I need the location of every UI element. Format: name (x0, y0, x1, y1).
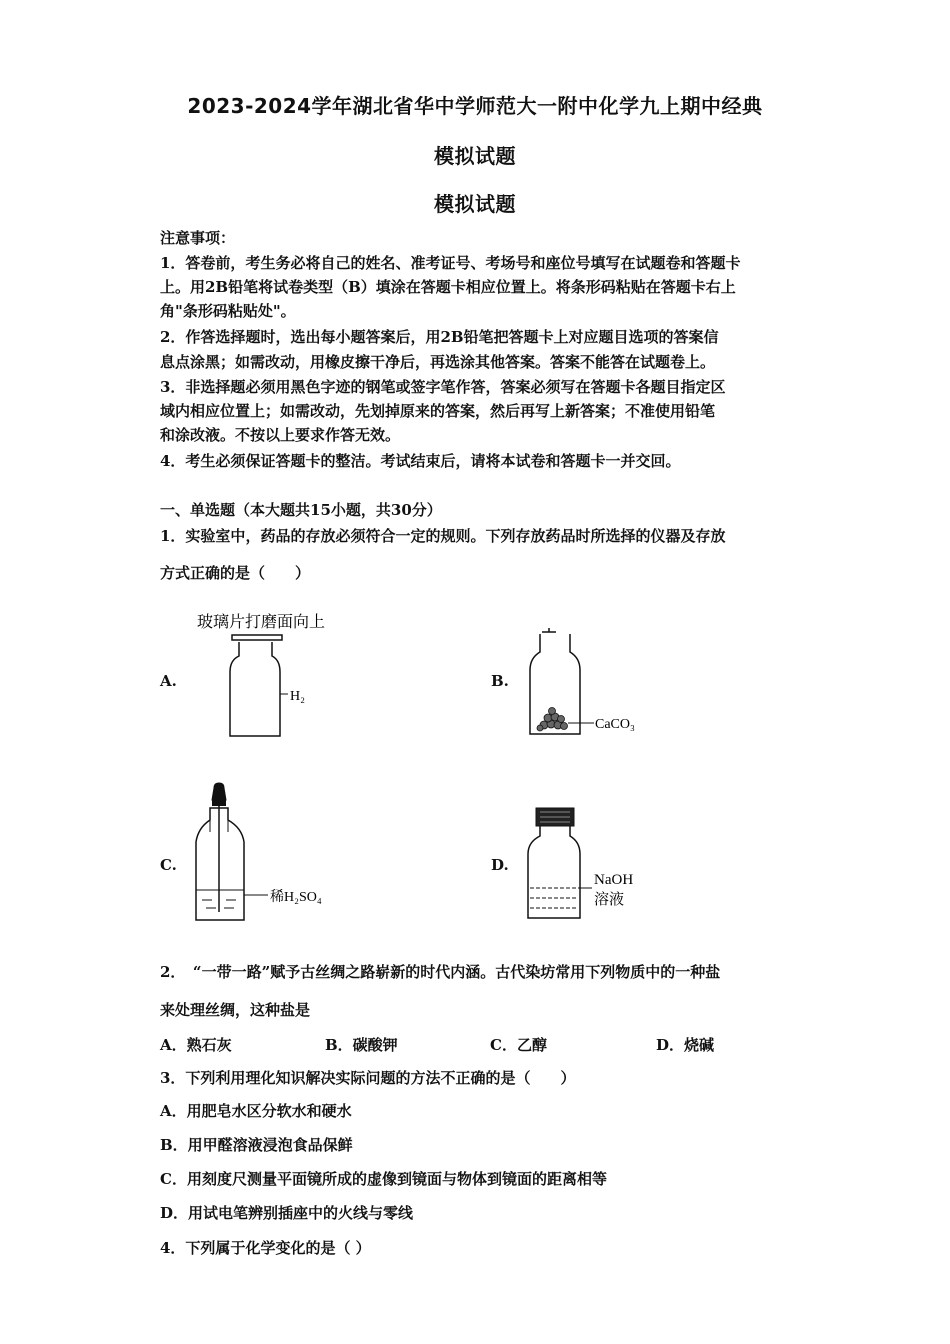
notice-line: 上。用2B铅笔将试卷类型（B）填涂在答题卡相应位置上。将条形码粘贴在答题卡右上 (160, 278, 736, 296)
q3-option-c: C．用刻度尺测量平面镜所成的虚像到镜面与物体到镜面的距离相等 (160, 1170, 607, 1188)
q3-option-d: D．用试电笔辨别插座中的火线与零线 (160, 1204, 414, 1222)
notice-line: 和涂改液。不按以上要求作答无效。 (160, 426, 401, 444)
reagent-bottle-icon (528, 826, 580, 918)
q2-option-d: D．烧碱 (656, 1036, 715, 1054)
q1-option-a-figure (190, 606, 370, 746)
notice-line: 3．非选择题必须用黑色字迹的钢笔或签字笔作答，答案必须写在答题卡各题目指定区 (160, 378, 726, 396)
dropping-bottle-icon (196, 808, 244, 920)
q3-stem: 3．下列利用理化知识解决实际问题的方法不正确的是（ ） (160, 1069, 576, 1087)
q1-option-b-reagent: CaCO₃ (595, 717, 635, 732)
stopper-icon (542, 628, 556, 632)
exam-title-line1: 2023-2024学年湖北省华中学师范大一附中化学九上期中经典 (187, 94, 763, 118)
q1-stem-line2: 方式正确的是（ ） (160, 564, 311, 582)
q1-option-b-label: B. (491, 672, 509, 690)
gas-jar-icon (230, 642, 280, 736)
exam-title-line3: 模拟试题 (434, 192, 516, 216)
notice-line: 1．答卷前，考生务必将自己的姓名、准考证号、考场号和座位号填写在试题卷和答题卡 (160, 254, 741, 272)
q2-stem-line2: 来处理丝绸，这种盐是 (160, 1001, 311, 1019)
glass-plate-icon (232, 635, 282, 640)
q1-option-d-reagent-line2: 溶液 (594, 892, 625, 908)
q1-option-d-figure (520, 804, 660, 924)
q1-stem-line1: 1．实验室中，药品的存放必须符合一定的规则。下列存放药品时所选择的仪器及存放 (160, 527, 726, 545)
q1-option-a-reagent: H₂ (290, 689, 305, 704)
q1-option-a-caption: 玻璃片打磨面向上 (197, 614, 326, 631)
q3-option-b: B．用甲醛溶液浸泡食品保鲜 (160, 1136, 353, 1154)
q1-option-c-label: C. (160, 856, 177, 874)
exam-title-line2: 模拟试题 (434, 144, 516, 168)
q1-option-c-figure (190, 780, 370, 926)
svg-text:稀H₂SO₄ (270, 889, 322, 905)
dropper-bulb-icon (212, 783, 226, 800)
section-heading: 一、单选题（本大题共15小题，共30分） (160, 501, 442, 519)
q1-option-d-reagent-line1: NaOH (594, 872, 634, 888)
q1-option-a-label: A. (160, 672, 177, 690)
notice-line: 4．考生必须保证答题卡的整洁。考试结束后，请将本试卷和答题卡一并交回。 (160, 452, 681, 470)
q4-stem: 4．下列属于化学变化的是（ ） (160, 1239, 371, 1257)
solid-granules-icon (537, 708, 568, 732)
notice-line: 息点涂黑；如需改动，用橡皮擦干净后，再选涂其他答案。答案不能答在试题卷上。 (160, 353, 716, 371)
notice-line: 域内相应位置上；如需改动，先划掉原来的答案，然后再写上新答案；不准使用铅笔 (160, 402, 716, 420)
q3-option-a: A．用肥皂水区分软水和硬水 (160, 1102, 352, 1120)
q2-option-b: B．碳酸钾 (325, 1036, 398, 1054)
q2-option-c: C．乙醇 (490, 1036, 547, 1054)
notice-line: 角"条形码粘贴处"。 (160, 302, 296, 320)
q1-option-d-label: D. (491, 856, 509, 874)
notice-heading: 注意事项： (160, 229, 236, 247)
q1-option-b-figure (520, 624, 660, 740)
q2-stem-line1: 2． “一带一路”赋予古丝绸之路崭新的时代内涵。古代染坊常用下列物质中的一种盐 (160, 963, 721, 981)
q1-option-c-reagent: H₂SO₄ (284, 890, 322, 905)
notice-line: 2．作答选择题时，选出每小题答案后，用2B铅笔把答题卡上对应题目选项的答案信 (160, 328, 719, 346)
q1-option-c-reagent-prefix: 稀 (270, 890, 284, 905)
q2-option-a: A．熟石灰 (160, 1036, 232, 1054)
